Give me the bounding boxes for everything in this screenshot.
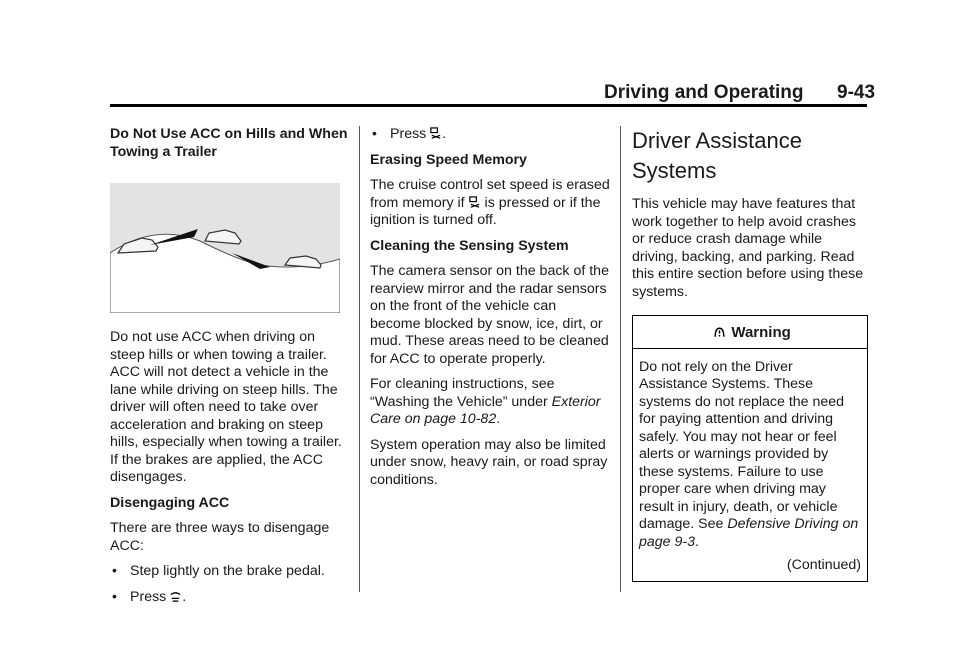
cancel-icon — [429, 127, 442, 140]
column-divider — [620, 126, 621, 592]
list-item: • Step lightly on the brake pedal. — [112, 562, 325, 579]
para-limited: System operation may also be limited under snow, heavy rain, or road spray conditions. — [370, 436, 608, 488]
cancel-icon — [468, 196, 481, 209]
column-divider — [359, 126, 360, 592]
column-2 — [370, 126, 610, 497]
heading-cleaning: Cleaning the Sensing System — [370, 237, 569, 254]
warning-header: Warning — [633, 316, 867, 349]
defensive-driving-link[interactable]: Defensive Driving on page 9-3 — [639, 516, 859, 550]
continued-label: (Continued) — [786, 557, 861, 573]
para-erasing: The cruise control set speed is erased from memory if is pressed or if the ignition is turned off. — [370, 177, 610, 228]
column-1 — [110, 126, 350, 614]
para-hills: Do not use ACC when driving on steep hills or when towing a trailer. ACC will not detect a vehicle in the lane while driving on steep hills. The driver will often need to take over acceleration and braking on steep hills, especially when towing a trailer. If the brakes are applied, the ACC disengages. — [110, 329, 342, 485]
warning-icon — [712, 325, 727, 340]
heading-hills: Do Not Use ACC on Hills and When Towing a Trailer — [110, 126, 348, 160]
para-intro: This vehicle may have features that work together to help avoid crashes or reduce crash damage while driving, backing, and parking. Read this entire section before using these systems. — [632, 196, 864, 300]
para-cleaning: The camera sensor on the back of the rearview mirror and the radar sensors on the front of the vehicle can become blocked by snow, ice, dirt, or mud. These areas need to be cleaned for ACC to operate properly. — [370, 263, 609, 367]
column-3 — [632, 126, 868, 582]
hills-illustration — [110, 183, 340, 313]
warning-box — [632, 315, 868, 582]
section-title: Driving and Operating — [604, 82, 804, 103]
para-cleaning-ref: For cleaning instructions, see “Washing the Vehicle” under Exterior Care on page 10-82. — [370, 376, 601, 427]
warning-body: Do not rely on the Driver Assistance Systems. These systems do not replace the need for paying attention and driving safely. You may not hear or feel alerts or warnings provided by these systems. Failure to use proper care when driving may result in injury, death, or vehicle damage. See Defensive Driving on page 9-3. (Continued) — [639, 358, 861, 573]
para-disengaging: There are three ways to disengage ACC: — [110, 520, 330, 554]
cruise-off-icon — [169, 590, 182, 603]
list-item: • Press . — [112, 587, 187, 605]
list-item: • Press . — [372, 125, 447, 142]
heading-disengaging: Disengaging ACC — [110, 494, 230, 511]
exterior-care-link[interactable]: Exterior Care on page 10-82 — [370, 393, 601, 427]
heading-erasing: Erasing Speed Memory — [370, 151, 527, 168]
page-header — [604, 82, 876, 104]
section-heading: Driver Assistance Systems — [632, 128, 802, 183]
header-rule — [110, 104, 867, 107]
page-number: 9-43 — [837, 82, 876, 103]
